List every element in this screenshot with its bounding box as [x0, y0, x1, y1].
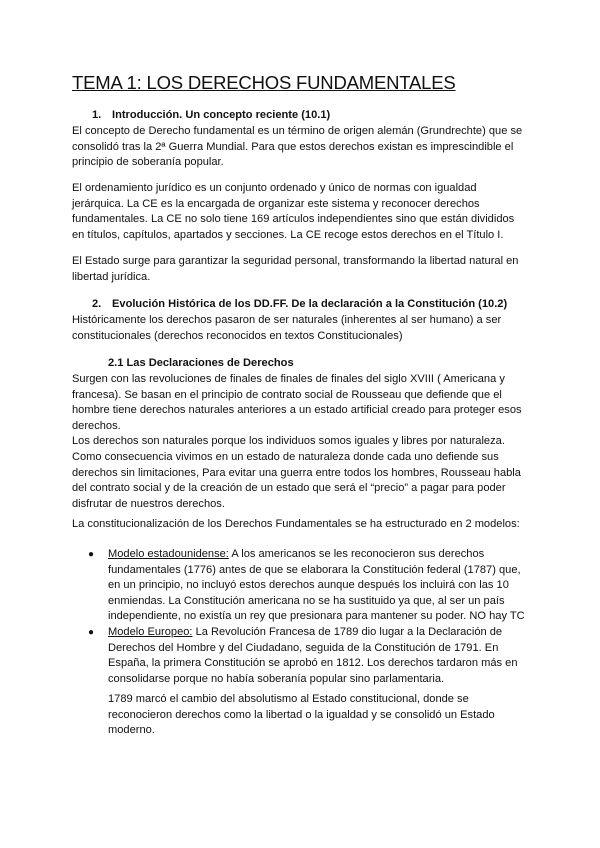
- text-line: consolidó tras la 2ª Guerra Mundial. Para que estos derechos existan es imprescindible el: [72, 140, 514, 153]
- text-line: España, la primera Constitución se aprobó en 1812. Los derechos tardaron más en: [108, 657, 518, 670]
- section-1-heading: [92, 108, 330, 124]
- text-line: La constitucionalización de los Derechos Fundamentales se ha estructurado en 2 modelos:: [72, 518, 520, 530]
- text-line: 1789 marcó el cambio del absolutismo al Estado constitucional, donde se: [108, 693, 469, 705]
- section-1-number: 1.: [92, 109, 102, 121]
- text-line: libertad jurídica.: [72, 270, 151, 283]
- text-line: Históricamente los derechos pasaron de ser naturales (inherentes al ser humano) a ser: [72, 314, 502, 326]
- text-line: El Estado surge para garantizar la seguridad personal, transformando la libertad natural en: [72, 255, 519, 267]
- bullet-icon: ●: [88, 627, 95, 638]
- section-2-1-paragraph-1: [72, 372, 522, 512]
- text-line: Surgen con las revoluciones de finales de finales de finales del siglo XVIII ( Americana y: [72, 373, 505, 385]
- text-line: enmiendas. La Constitución americana no se ha sustituido ya que, al ser un país: [108, 594, 505, 607]
- text-run: La Revolución Francesa de 1789 dio lugar a la Declaración de: [192, 626, 503, 638]
- text-line: del contrato social y de la creación de un estado que será el “precio” a pagar para poder: [72, 482, 506, 495]
- bullet-label: Modelo Europeo:: [108, 626, 193, 638]
- text-run: A los americanos se les reconocieron sus derechos: [228, 548, 485, 560]
- text-line: El concepto de Derecho fundamental es un término de origen alemán (Grundrechte) que se: [72, 125, 523, 137]
- text-line: Como consecuencia vivimos en un estado de naturaleza donde cada uno defiende sus: [72, 450, 499, 463]
- text-line: en títulos, capítulos, apartados y secciones. La CE recoge estos derechos en el Título I.: [72, 228, 504, 241]
- text-line: principio de soberanía popular.: [72, 156, 224, 169]
- bullet-item-european-model: [108, 625, 517, 687]
- text-line: El ordenamiento jurídico es un conjunto ordenado y único de normas con igualdad: [72, 182, 477, 194]
- text-line: disfrutar de nuestros derechos.: [72, 497, 225, 510]
- section-2-paragraph-1: [72, 313, 501, 344]
- text-line: constitucionales (derechos reconocidos en textos Constitucionales): [72, 329, 403, 342]
- text-line: francesa). Se basan en el principio de contrato social de Rousseau que defiende que el: [72, 388, 502, 401]
- bullet-label: Modelo estadounidense:: [108, 548, 229, 560]
- text-line: fundamentales. La CE no solo tiene 169 artículos independientes sino que están divididos: [72, 213, 515, 226]
- section-2-number: 2.: [92, 298, 102, 310]
- bullet-continuation-paragraph: [108, 692, 495, 739]
- bullet-icon: ●: [88, 549, 95, 560]
- text-line: hombre tiene derechos naturales anteriores a un estado artificial creado para proteger esos: [72, 404, 522, 417]
- text-line: en un principio, no incluyó estos derechos aunque después los incluirá con las 10: [108, 579, 509, 592]
- section-1-paragraph-3: [72, 254, 518, 285]
- text-line: independiente, no existía un rey que presionara para mantener su poder. NO hay TC: [108, 610, 525, 623]
- section-1-paragraph-2: [72, 181, 514, 243]
- text-line: jerárquica. La CE es la encargada de organizar este sistema y reconocer derechos: [72, 197, 480, 210]
- text-line: Derechos del Hombre y del Ciudadano, seguida de la Constitución de 1791. En: [108, 641, 499, 654]
- text-line: moderno.: [108, 724, 155, 737]
- section-2-1-heading: 2.1 Las Declaraciones de Derechos: [108, 357, 294, 369]
- text-line: Los derechos son naturales porque los individuos somos iguales y libres por naturaleza.: [72, 435, 505, 448]
- text-line: derechos.: [72, 419, 121, 432]
- text-line: consolidarse porque no había soberanía popular sino parlamentaria.: [108, 672, 445, 685]
- text-line: reconocieron derechos como la libertad o la igualdad y se consolidó un Estado: [108, 708, 495, 721]
- section-1-paragraph-1: [72, 124, 522, 171]
- section-2-heading: [92, 297, 507, 313]
- text-line: fundamentales (1776) antes de que se elaborara la Constitución federal (1787) que,: [108, 563, 521, 576]
- section-2-title: Evolución Histórica de los DD.FF. De la declaración a la Constitución (10.2): [112, 298, 508, 310]
- document-title: TEMA 1: LOS DERECHOS FUNDAMENTALES: [72, 72, 456, 93]
- bullet-item-us-model: [108, 547, 525, 625]
- section-1-title: Introducción. Un concepto reciente (10.1): [112, 109, 331, 121]
- text-line: derechos sin limitaciones, Para evitar una guerra entre todos los hombres, Rousseau habla: [72, 466, 521, 479]
- section-2-1-paragraph-2: [72, 517, 520, 533]
